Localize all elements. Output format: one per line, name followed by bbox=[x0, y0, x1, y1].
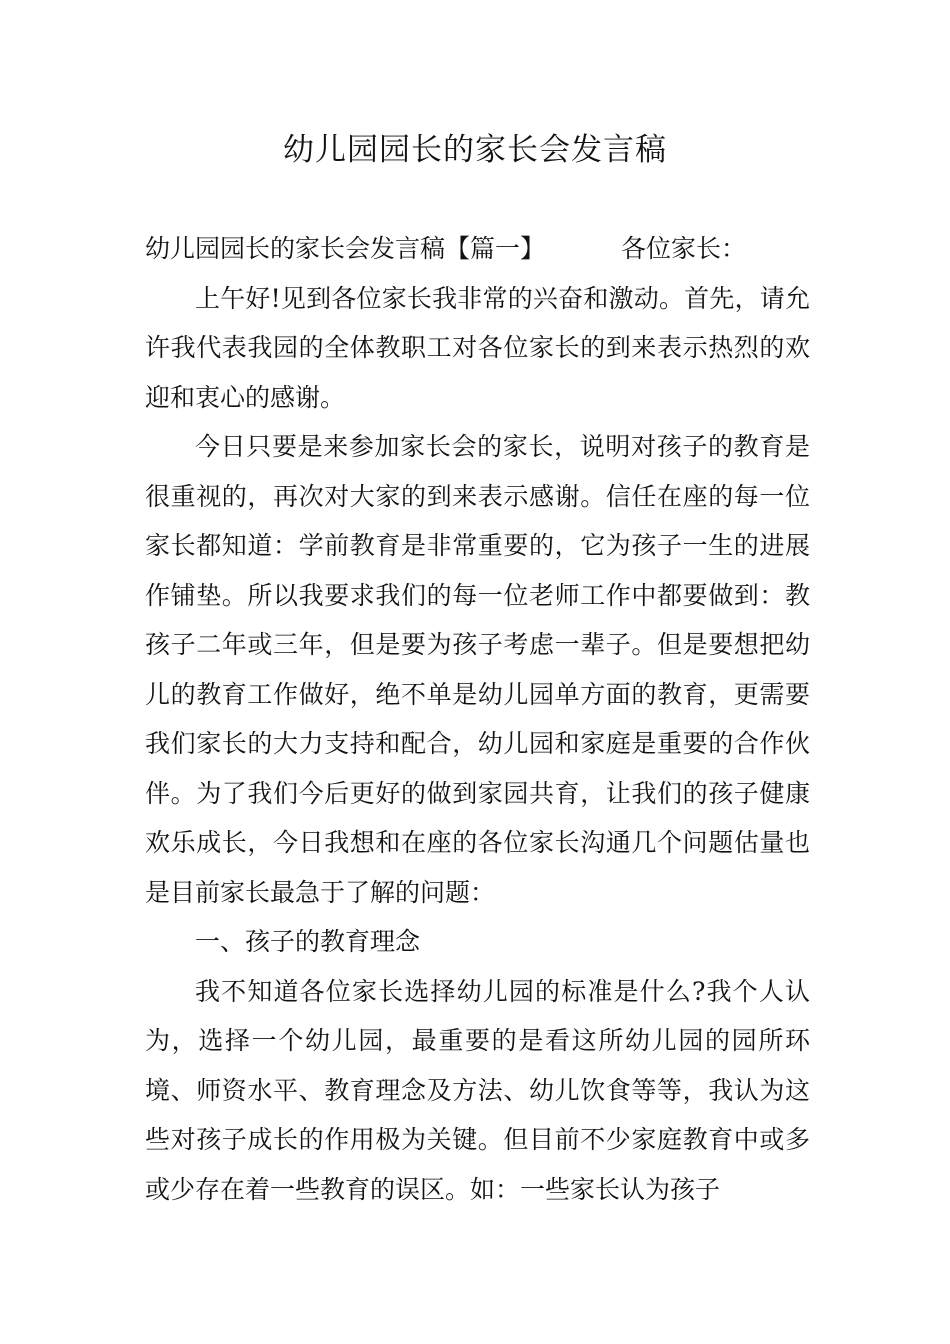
paragraph-kindergarten-choice: 我不知道各位家长选择幼儿园的标准是什么?我个人认为，选择一个幼儿园，最重要的是看这所幼儿园的园所环境、师资水平、教育理念及方法、幼儿饮食等等，我认为这些对孩子成长的作用极为关键。但目前不少家庭教育中或多或少存在着一些教育的误区。如：一些家长认为孩子 bbox=[145, 976, 810, 1204]
document-body bbox=[145, 224, 810, 1214]
heading-line bbox=[145, 224, 810, 274]
paragraph-greeting: 上午好!见到各位家长我非常的兴奋和激动。首先，请允许我代表我园的全体教职工对各位家长的到来表示热烈的欢迎和衷心的感谢。 bbox=[145, 283, 810, 412]
document-title: 幼儿园园长的家长会发言稿 bbox=[283, 132, 667, 168]
subheading-education-concept: 一、孩子的教育理念 bbox=[195, 927, 421, 956]
section-heading: 幼儿园园长的家长会发言稿【篇一】 bbox=[145, 234, 546, 263]
paragraph-introduction: 今日只要是来参加家长会的家长，说明对孩子的教育是很重视的，再次对大家的到来表示感谢。信任在座的每一位家长都知道：学前教育是非常重要的，它为孩子一生的进展作铺垫。所以我要求我们的每一位老师工作中都要做到：教孩子二年或三年，但是要为孩子考虑一辈子。但是要想把幼儿的教育工作做好，绝不单是幼儿园单方面的教育，更需要我们家长的大力支持和配合，幼儿园和家庭是重要的合作伙伴。为了我们今后更好的做到家园共育，让我们的孩子健康欢乐成长，今日我想和在座的各位家长沟通几个问题估量也是目前家长最急于了解的问题： bbox=[145, 432, 810, 907]
salutation: 各位家长： bbox=[621, 234, 747, 263]
